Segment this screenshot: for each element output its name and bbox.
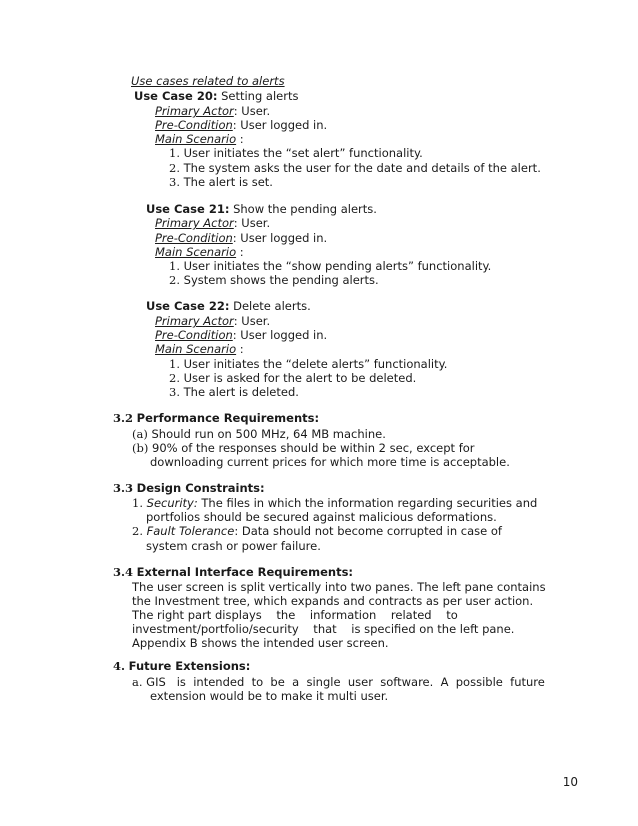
scenario-step <box>169 385 299 400</box>
use-case-title: Delete alerts. <box>233 299 311 313</box>
item-marker: a. <box>132 675 143 689</box>
use-case-label: Use Case 21: <box>146 202 230 216</box>
constraint-item-continuation: portfolios should be secured against malicious deformations. <box>146 510 497 524</box>
item-marker: (a) <box>132 427 148 441</box>
use-case-label: Use Case 20: <box>134 89 218 103</box>
step-text: The alert is deleted. <box>183 385 299 399</box>
scenario-step <box>169 273 379 288</box>
step-number: 1. <box>169 259 180 273</box>
pre-condition-line <box>155 231 327 246</box>
section-heading-design <box>113 481 265 496</box>
use-cases-heading: Use cases related to alerts <box>131 74 285 88</box>
step-number: 1. <box>169 357 180 371</box>
paragraph-line: The user screen is split vertically into two panes. The left pane contains <box>132 580 546 594</box>
main-scenario-colon: : <box>236 342 244 356</box>
primary-actor-label: Primary Actor <box>155 216 234 230</box>
section-title: Performance Requirements: <box>136 411 320 425</box>
scenario-step <box>169 175 273 190</box>
use-case-title: Setting alerts <box>221 89 299 103</box>
step-number: 3. <box>169 175 180 189</box>
section-number: 3.3 <box>113 481 134 495</box>
use-case-label: Use Case 22: <box>146 299 230 313</box>
use-case-title: Show the pending alerts. <box>233 202 377 216</box>
step-number: 1. <box>169 146 180 160</box>
scenario-step <box>169 146 423 161</box>
requirement-item <box>132 427 386 442</box>
primary-actor-value: : User. <box>233 216 271 230</box>
scenario-step <box>169 161 541 176</box>
item-text: GIS is intended to be a single user software. A possible future <box>146 675 545 689</box>
constraint-item-continuation: system crash or power failure. <box>146 539 321 553</box>
section-heading-performance <box>113 411 319 426</box>
requirement-item-continuation: downloading current prices for which more time is acceptable. <box>150 455 510 469</box>
main-scenario-colon: : <box>236 245 244 259</box>
pre-condition-label: Pre-Condition <box>155 328 233 342</box>
step-text: The system asks the user for the date and details of the alert. <box>183 161 541 175</box>
item-label: Fault Tolerance <box>146 524 235 538</box>
main-scenario-line <box>155 342 244 357</box>
primary-actor-value: : User. <box>233 104 271 118</box>
step-text: User initiates the “show pending alerts” functionality. <box>183 259 492 273</box>
step-text: System shows the pending alerts. <box>183 273 379 287</box>
primary-actor-line <box>155 216 270 231</box>
use-case-22-header <box>146 299 311 314</box>
paragraph-line: investment/portfolio/security that is specified on the left pane. <box>132 622 515 636</box>
section-number: 3.4 <box>113 565 134 579</box>
item-marker: (b) <box>132 441 149 455</box>
pre-condition-label: Pre-Condition <box>155 231 233 245</box>
main-scenario-label: Main Scenario <box>155 132 237 146</box>
scenario-step <box>169 259 491 274</box>
pre-condition-label: Pre-Condition <box>155 118 233 132</box>
item-marker: 1. <box>132 496 143 510</box>
constraint-item <box>132 524 502 539</box>
paragraph-line: The right part displays the information related to <box>132 608 458 622</box>
section-title: Design Constraints: <box>136 481 265 495</box>
step-number: 2. <box>169 161 180 175</box>
section-heading-external <box>113 565 353 580</box>
step-text: The alert is set. <box>183 175 273 189</box>
use-case-20-header <box>134 89 298 104</box>
main-scenario-colon: : <box>236 132 244 146</box>
item-marker: 2. <box>132 524 143 538</box>
step-text: User is asked for the alert to be deleted. <box>183 371 417 385</box>
primary-actor-label: Primary Actor <box>155 314 234 328</box>
main-scenario-line <box>155 245 244 260</box>
main-scenario-label: Main Scenario <box>155 342 237 356</box>
pre-condition-value: : User logged in. <box>232 118 328 132</box>
step-number: 3. <box>169 385 180 399</box>
primary-actor-label: Primary Actor <box>155 104 234 118</box>
requirement-item <box>132 441 475 456</box>
item-text: 90% of the responses should be within 2 sec, except for <box>152 441 475 455</box>
pre-condition-value: : User logged in. <box>232 231 328 245</box>
step-number: 2. <box>169 273 180 287</box>
step-number: 2. <box>169 371 180 385</box>
future-item <box>132 675 545 690</box>
item-text: The files in which the information regarding securities and <box>197 496 538 510</box>
section-number: 3.2 <box>113 411 134 425</box>
constraint-item <box>132 496 537 511</box>
use-case-21-header <box>146 202 377 217</box>
item-label: Security: <box>146 496 198 510</box>
page-number: 10 <box>562 775 578 789</box>
primary-actor-value: : User. <box>233 314 271 328</box>
scenario-step <box>169 371 416 386</box>
main-scenario-line <box>155 132 244 147</box>
paragraph-line: Appendix B shows the intended user screen. <box>132 636 389 650</box>
scenario-step <box>169 357 447 372</box>
step-text: User initiates the “set alert” functionality. <box>183 146 423 160</box>
section-title: External Interface Requirements: <box>136 565 354 579</box>
paragraph-line: the Investment tree, which expands and contracts as per user action. <box>132 594 534 608</box>
future-item-continuation: extension would be to make it multi user. <box>150 689 389 703</box>
item-text: : Data should not become corrupted in case of <box>234 524 502 538</box>
item-text: Should run on 500 MHz, 64 MB machine. <box>151 427 386 441</box>
pre-condition-line <box>155 118 327 133</box>
primary-actor-line <box>155 314 270 329</box>
section-title: Future Extensions: <box>128 659 251 673</box>
section-number: 4. <box>113 659 126 673</box>
pre-condition-line <box>155 328 327 343</box>
step-text: User initiates the “delete alerts” functionality. <box>183 357 448 371</box>
pre-condition-value: : User logged in. <box>232 328 328 342</box>
section-heading-future <box>113 659 250 674</box>
primary-actor-line <box>155 104 270 119</box>
main-scenario-label: Main Scenario <box>155 245 237 259</box>
